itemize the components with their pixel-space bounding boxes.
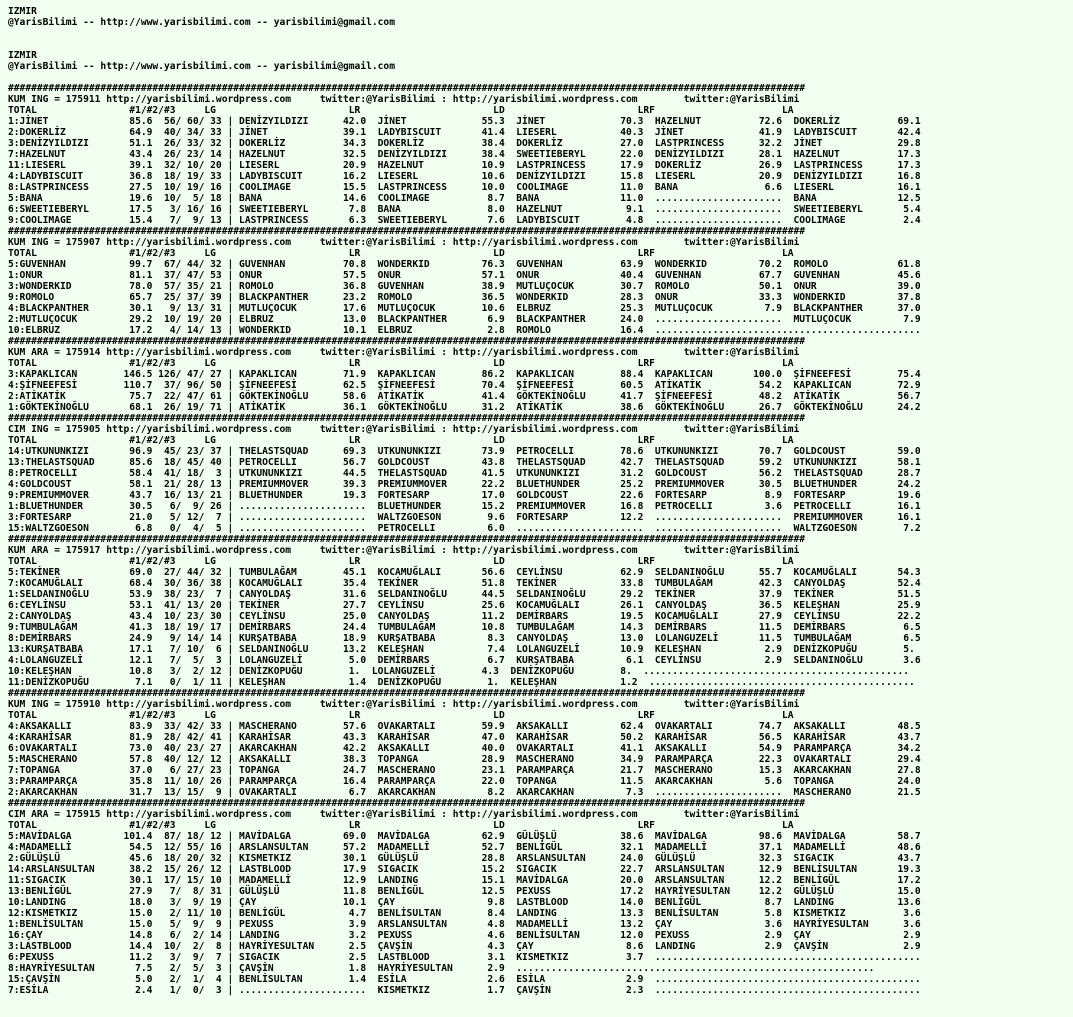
report-line: TOTAL #1/#2/#3 LG LR LD LRF LA	[8, 105, 794, 116]
report-line: 10:LANDING 18.0 3/ 9/ 19 | ÇAY 10.1 ÇAY 9.8 LASTBLOOD 14.0 BENLİGÜL 8.7 LANDING 13.6	[8, 897, 921, 908]
report-line: IZMIR	[8, 6, 37, 17]
report-line: 3:KAPAKLICAN 146.5 126/ 47/ 27 | KAPAKLICAN 71.9 KAPAKLICAN 86.2 KAPAKLICAN 88.4 KAPAKLICAN 100.0 ŞİFNEEFESİ 75.4	[8, 369, 921, 380]
report-line: 8:DEMİRBARS 24.9 9/ 14/ 14 | KURŞATBABA 18.9 KURŞATBABA 8.3 CANYOLDAŞ 13.0 LOLANGUZELİ 11.5 TUMBULAĞAM 6.5	[8, 633, 921, 644]
report-line: 4:LOLANGUZELİ 12.1 7/ 5/ 3 | LOLANGUZELİ 5.0 DEMİRBARS 6.7 KURŞATBABA 6.1 CEYLİNSU 2.9 SELDANINOĞLU 3.6	[8, 655, 921, 666]
report-line: 6:PEXUSS 11.2 3/ 9/ 7 | SIGACIK 2.5 LASTBLOOD 3.1 KISMETKIZ 3.7 ..............................................	[8, 952, 921, 963]
report-line: 11:LIESERL 39.1 32/ 10/ 20 | LIESERL 20.9 HAZELNUT 10.9 LASTPRINCESS 17.9 DOKERLİZ 26.9 LASTPRINCESS 17.3	[8, 160, 921, 171]
report-line: 4:ŞİFNEEFESİ 110.7 37/ 96/ 50 | ŞİFNEEFESİ 62.5 ŞİFNEEFESİ 70.4 ŞİFNEEFESİ 60.5 ATİKATİK 54.2 KAPAKLICAN 72.9	[8, 380, 921, 391]
report-line: ##########################################################################################################################################	[8, 798, 806, 809]
report-line: 13:KURŞATBABA 17.1 7/ 10/ 6 | SELDANINOĞLU 13.2 KELEŞHAN 7.4 LOLANGUZELİ 10.9 KELEŞHAN 2.9 DENİZKOPUĞU 5.	[8, 644, 915, 655]
report-line: 9:PREMIUMMOVER 43.7 16/ 13/ 21 | BLUETHUNDER 19.3 FORTESARP 17.0 GOLDCOUST 22.6 FORTESARP 8.9 FORTESARP 19.6	[8, 490, 921, 501]
report-line: 6:CEYLİNSU 53.1 41/ 13/ 20 | TEKİNER 27.7 CEYLİNSU 25.6 KOCAMUĞLALI 26.1 CANYOLDAŞ 36.5 KELEŞHAN 25.9	[8, 600, 921, 611]
report-line: 5:MASCHERANO 57.8 40/ 12/ 12 | AKSAKALLI 38.3 TOPANGA 28.9 MASCHERANO 34.9 PARAMPARÇA 22.3 OVAKARTALI 29.4	[8, 754, 921, 765]
report-line: TOTAL #1/#2/#3 LG LR LD LRF LA	[8, 556, 794, 567]
report-line: @YarisBilimi -- http://www.yarisbilimi.com -- yarisbilimi@gmail.com	[8, 17, 395, 28]
report-line: 6:OVAKARTALI 73.0 40/ 23/ 27 | AKARCAKHAN 42.2 AKSAKALLI 40.0 OVAKARTALI 41.1 AKSAKALLI 54.9 PARAMPARÇA 34.2	[8, 743, 921, 754]
report-line: ##########################################################################################################################################	[8, 534, 806, 545]
report-line: IZMIR	[8, 50, 37, 61]
report-line: 15:WALTZGOESON 6.8 0/ 4/ 5 | ...................... PETROCELLI 6.0 ...................... ...................... WALTZGOESON 7.2	[8, 523, 921, 534]
report-line: 1:GÖKTEKİNOĞLU 68.1 26/ 19/ 71 | ATİKATİK 36.1 GÖKTEKİNOĞLU 31.2 ATİKATİK 38.6 GÖKTEKİNOĞLU 26.7 GÖKTEKİNOĞLU 24.2	[8, 402, 921, 413]
report-line: 13:THELASTSQUAD 85.6 18/ 45/ 40 | PETROCELLI 56.7 GOLDCOUST 43.8 THELASTSQUAD 42.7 THELASTSQUAD 59.2 UTKUNUNKIZI 58.1	[8, 457, 921, 468]
report-line: 1:SELDANINOĞLU 53.9 38/ 23/ 7 | CANYOLDAŞ 31.6 SELDANINOĞLU 44.5 SELDANINOĞLU 29.2 TEKİNER 37.9 TEKİNER 51.5	[8, 589, 921, 600]
report-line: 10:KELEŞHAN 10.8 3/ 2/ 12 | DENİZKOPUĞU 1. LOLANGUZELİ 4.3 DENİZKOPUĞU 8. ..............................................	[8, 666, 910, 677]
report-line: 5:GUVENHAN 99.7 67/ 44/ 32 | GUVENHAN 70.8 WONDERKID 76.3 GUVENHAN 63.9 WONDERKID 70.2 ROMOLO 61.8	[8, 259, 921, 270]
report-line: 12:KISMETKIZ 15.0 2/ 11/ 10 | BENLİGÜL 4.7 BENLİSULTAN 8.4 LANDING 13.3 BENLİSULTAN 5.8 KISMETKIZ 3.6	[8, 908, 921, 919]
report-line: 4:GOLDCOUST 58.1 21/ 28/ 13 | PREMIUMMOVER 39.3 PREMIUMMOVER 22.2 BLUETHUNDER 25.2 PREMIUMMOVER 30.5 BLUETHUNDER 24.2	[8, 479, 921, 490]
report-line: KUM ING = 175907 http://yarisbilimi.wordpress.com twitter:@YarisBilimi : http://yarisbilimi.wordpress.com twitter:@YarisBilimi	[8, 237, 800, 248]
report-line: 4:MADAMELLİ 54.5 12/ 55/ 16 | ARSLANSULTAN 57.2 MADAMELLİ 52.7 BENLİGÜL 32.1 MADAMELLİ 37.1 MADAMELLİ 48.6	[8, 842, 921, 853]
report-line: 14:UTKUNUNKIZI 96.9 45/ 23/ 37 | THELASTSQUAD 69.3 UTKUNUNKIZI 73.9 PETROCELLI 78.6 UTKUNUNKIZI 70.7 GOLDCOUST 59.0	[8, 446, 921, 457]
report-line: 13:BENLİGÜL 27.9 7/ 8/ 31 | GÜLÜŞLÜ 11.8 BENLİGÜL 12.5 PEXUSS 17.2 HAYRİYESULTAN 12.2 GÜLÜŞLÜ 15.0	[8, 886, 921, 897]
report-line: 2:GÜLÜŞLÜ 45.6 18/ 20/ 32 | KISMETKIZ 30.1 GÜLÜŞLÜ 28.8 ARSLANSULTAN 24.0 GÜLÜŞLÜ 32.3 SIGACIK 43.7	[8, 853, 921, 864]
report-line: ##########################################################################################################################################	[8, 413, 806, 424]
report-line: 7:ESİLA 2.4 1/ 0/ 3 | ...................... KISMETKIZ 1.7 ÇAVŞİN 2.3 ..............................................	[8, 985, 921, 996]
report-line: 7:KOCAMUĞLALI 68.4 30/ 36/ 38 | KOCAMUĞLALI 35.4 TEKİNER 51.8 TEKİNER 33.8 TUMBULAĞAM 42.3 CANYOLDAŞ 52.4	[8, 578, 921, 589]
report-line: 4:KARAHİSAR 81.9 28/ 42/ 41 | KARAHİSAR 43.3 KARAHİSAR 47.0 KARAHİSAR 50.2 KARAHİSAR 56.5 KARAHİSAR 43.7	[8, 732, 921, 743]
report-line: 15:ÇAVŞİN 5.0 2/ 1/ 4 | BENLİSULTAN 1.4 ESİLA 2.6 ESİLA 2.9 ..............................................	[8, 974, 921, 985]
report-line	[8, 72, 1073, 83]
report-line: ##########################################################################################################################################	[8, 226, 806, 237]
report-line: CIM ING = 175905 http://yarisbilimi.wordpress.com twitter:@YarisBilimi : http://yarisbilimi.wordpress.com twitter:@YarisBilimi	[8, 424, 800, 435]
report-line: KUM ARA = 175914 http://yarisbilimi.wordpress.com twitter:@YarisBilimi : http://yarisbilimi.wordpress.com twitter:@YarisBilimi	[8, 347, 800, 358]
report-line: KUM ARA = 175917 http://yarisbilimi.wordpress.com twitter:@YarisBilimi : http://yarisbilimi.wordpress.com twitter:@YarisBilimi	[8, 545, 800, 556]
report-line: 14:ARSLANSULTAN 38.2 15/ 26/ 12 | LASTBLOOD 17.9 SIGACIK 15.2 SIGACIK 22.7 ARSLANSULTAN 12.9 BENLİSULTAN 19.3	[8, 864, 921, 875]
report-line: 2:MUTLUÇOCUK 29.2 10/ 19/ 20 | ELBRUZ 13.0 BLACKPANTHER 6.9 BLACKPANTHER 24.0 ...................... MUTLUÇOCUK 7.9	[8, 314, 921, 325]
report-line: 4:BLACKPANTHER 30.1 9/ 13/ 31 | MUTLUÇOCUK 17.6 MUTLUÇOCUK 10.6 ELBRUZ 25.3 MUTLUÇOCUK 7.9 BLACKPANTHER 37.0	[8, 303, 921, 314]
report-line: 8:PETROCELLI 58.4 41/ 18/ 3 | UTKUNUNKIZI 44.5 THELASTSQUAD 41.5 UTKUNUNKIZI 31.2 GOLDCOUST 56.2 THELASTSQUAD 28.7	[8, 468, 921, 479]
report-line: 9:TUMBULAĞAM 41.3 18/ 19/ 17 | DEMİRBARS 24.4 TUMBULAĞAM 10.8 TUMBULAĞAM 14.3 DEMİRBARS 11.5 DEMİRBARS 6.5	[8, 622, 921, 633]
report-line: 8:LASTPRINCESS 27.5 10/ 19/ 16 | COOLIMAGE 15.5 LASTPRINCESS 10.0 COOLIMAGE 11.0 BANA 6.6 LIESERL 16.1	[8, 182, 921, 193]
report-line: 5:BANA 19.6 10/ 5/ 18 | BANA 14.6 COOLIMAGE 8.7 BANA 11.0 ...................... BANA 12.5	[8, 193, 921, 204]
report-line	[8, 39, 1073, 50]
report-line: ##########################################################################################################################################	[8, 83, 806, 94]
report-line: 9:COOLIMAGE 15.4 7/ 9/ 13 | LASTPRINCESS 6.3 SWEETIEBERYL 7.6 LADYBISCUIT 4.8 ...................... COOLIMAGE 2.4	[8, 215, 921, 226]
report-line: 11:DENİZKOPUĞU 7.1 0/ 1/ 11 | KELEŞHAN 1.4 DENİZKOPUĞU 1. KELEŞHAN 1.2 ..............................................	[8, 677, 915, 688]
report-line: 1:JİNET 85.6 56/ 60/ 33 | DENİZYILDIZI 42.0 JİNET 55.3 JİNET 70.3 HAZELNUT 72.6 DOKERLİZ 69.1	[8, 116, 921, 127]
report-line: 16:ÇAY 14.8 6/ 2/ 14 | LANDING 3.2 PEXUSS 4.6 BENLİSULTAN 12.0 PEXUSS 2.9 ÇAY 2.9	[8, 930, 921, 941]
report-line: 3:LASTBLOOD 14.4 10/ 2/ 8 | HAYRİYESULTAN 2.5 ÇAVŞİN 4.3 ÇAY 8.6 LANDING 2.9 ÇAVŞİN 2.9	[8, 941, 921, 952]
report-line: 3:WONDERKID 78.0 57/ 35/ 21 | ROMOLO 36.8 GUVENHAN 38.9 MUTLUÇOCUK 30.7 ROMOLO 50.1 ONUR 39.0	[8, 281, 921, 292]
report-line: TOTAL #1/#2/#3 LG LR LD LRF LA	[8, 358, 794, 369]
report-line: TOTAL #1/#2/#3 LG LR LD LRF LA	[8, 820, 794, 831]
report-line: ##########################################################################################################################################	[8, 336, 806, 347]
report-line: 1:BLUETHUNDER 30.5 6/ 9/ 26 | ...................... BLUETHUNDER 15.2 PREMIUMMOVER 16.8 PETROCELLI 3.6 PETROCELLI 16.1	[8, 501, 921, 512]
report-line: TOTAL #1/#2/#3 LG LR LD LRF LA	[8, 435, 794, 446]
report-line: 6:SWEETIEBERYL 17.5 3/ 16/ 16 | SWEETIEBERYL 7.8 BANA 8.0 HAZELNUT 9.1 ...................... SWEETIEBERYL 5.4	[8, 204, 921, 215]
report-line: 2:DOKERLİZ 64.9 40/ 34/ 33 | JİNET 39.1 LADYBISCUIT 41.4 LIESERL 40.3 JİNET 41.9 LADYBISCUIT 42.4	[8, 127, 921, 138]
report-line: 1:ONUR 81.1 37/ 47/ 53 | ONUR 57.5 ONUR 57.1 ONUR 40.4 GUVENHAN 67.7 GUVENHAN 45.6	[8, 270, 921, 281]
report-line: ##########################################################################################################################################	[8, 688, 806, 699]
report-line: 5:TEKİNER 69.0 27/ 44/ 32 | TUMBULAĞAM 45.1 KOCAMUĞLALI 56.6 CEYLİNSU 62.9 SELDANINOĞLU 55.7 KOCAMUĞLALI 54.3	[8, 567, 921, 578]
report-line: 4:LADYBISCUIT 36.8 18/ 19/ 33 | LADYBISCUIT 16.2 LIESERL 10.6 DENİZYILDIZI 15.8 LIESERL 20.9 DENİZYILDIZI 16.8	[8, 171, 921, 182]
report-line: 10:ELBRUZ 17.2 4/ 14/ 13 | WONDERKID 10.1 ELBRUZ 2.8 ROMOLO 16.4 ..............................................	[8, 325, 921, 336]
report-line: 2:ATİKATİK 75.7 22/ 47/ 61 | GÖKTEKİNOĞLU 58.6 ATİKATİK 41.4 GÖKTEKİNOĞLU 41.7 ŞİFNEEFESİ 48.2 ATİKATİK 56.7	[8, 391, 921, 402]
report-line: 8:HAYRİYESULTAN 7.5 2/ 5/ 3 | ÇAVŞİN 1.8 HAYRİYESULTAN 2.9 ..............................................................	[8, 963, 875, 974]
report-line: 11:SIGACIK 30.1 17/ 15/ 10 | MADAMELLİ 12.9 LANDING 15.1 MAVİDALGA 20.0 ARSLANSULTAN 12.2 BENLİGÜL 17.2	[8, 875, 921, 886]
report-line: KUM ING = 175910 http://yarisbilimi.wordpress.com twitter:@YarisBilimi : http://yarisbilimi.wordpress.com twitter:@YarisBilimi	[8, 699, 800, 710]
report-line: @YarisBilimi -- http://www.yarisbilimi.com -- yarisbilimi@gmail.com	[8, 61, 395, 72]
report-line: 5:MAVİDALGA 101.4 87/ 18/ 12 | MAVİDALGA 69.0 MAVİDALGA 62.9 GÜLÜŞLÜ 38.6 MAVİDALGA 98.6 MAVİDALGA 58.7	[8, 831, 921, 842]
report-line: 3:FORTESARP 21.0 5/ 12/ 7 | ...................... WALTZGOESON 9.6 FORTESARP 12.2 ...................... PREMIUMMOVER 16.1	[8, 512, 921, 523]
report-line: CIM ARA = 175915 http://yarisbilimi.wordpress.com twitter:@YarisBilimi : http://yarisbilimi.wordpress.com twitter:@YarisBilimi	[8, 809, 800, 820]
report-line: TOTAL #1/#2/#3 LG LR LD LRF LA	[8, 710, 794, 721]
report-line: 7:HAZELNUT 43.4 26/ 23/ 14 | HAZELNUT 32.5 DENİZYILDIZI 38.4 SWEETIEBERYL 22.0 DENİZYILDIZI 28.1 HAZELNUT 17.3	[8, 149, 921, 160]
report-line: TOTAL #1/#2/#3 LG LR LD LRF LA	[8, 248, 794, 259]
report-line: 1:BENLİSULTAN 15.0 5/ 9/ 9 | PEXUSS 3.9 ARSLANSULTAN 4.8 MADAMELLİ 13.2 ÇAY 3.6 HAYRİYESULTAN 3.6	[8, 919, 921, 930]
report-line: 3:DENİZYILDIZI 51.1 26/ 33/ 32 | DOKERLİZ 34.3 DOKERLİZ 38.4 DOKERLİZ 27.0 LASTPRINCESS 32.2 JİNET 29.8	[8, 138, 921, 149]
report-line: 9:ROMOLO 65.7 25/ 37/ 39 | BLACKPANTHER 23.2 ROMOLO 36.5 WONDERKID 28.3 ONUR 33.3 WONDERKID 37.8	[8, 292, 921, 303]
report-line: 7:TOPANGA 37.0 6/ 27/ 23 | TOPANGA 24.7 MASCHERANO 23.1 PARAMPARÇA 21.7 MASCHERANO 15.3 AKARCAKHAN 27.8	[8, 765, 921, 776]
report-line	[8, 28, 1073, 39]
report-line: 2:CANYOLDAŞ 43.4 10/ 23/ 30 | CEYLİNSU 25.0 CANYOLDAŞ 11.2 DEMİRBARS 19.5 KOCAMUĞLALI 27.9 CEYLİNSU 22.2	[8, 611, 921, 622]
report-line: 3:PARAMPARÇA 35.8 11/ 10/ 26 | PARAMPARÇA 16.4 PARAMPARÇA 22.0 TOPANGA 11.5 AKARCAKHAN 5.6 TOPANGA 24.0	[8, 776, 921, 787]
report-line: 4:AKSAKALLI 83.9 33/ 42/ 33 | MASCHERANO 57.6 OVAKARTALI 59.9 AKSAKALLI 62.4 OVAKARTALI 74.7 AKSAKALLI 48.5	[8, 721, 921, 732]
report-line: 2:AKARCAKHAN 31.7 13/ 15/ 9 | OVAKARTALI 6.7 AKARCAKHAN 8.2 AKARCAKHAN 7.3 ...................... MASCHERANO 21.5	[8, 787, 921, 798]
report-line: KUM ING = 175911 http://yarisbilimi.wordpress.com twitter:@YarisBilimi : http://yarisbilimi.wordpress.com twitter:@YarisBilimi	[8, 94, 800, 105]
